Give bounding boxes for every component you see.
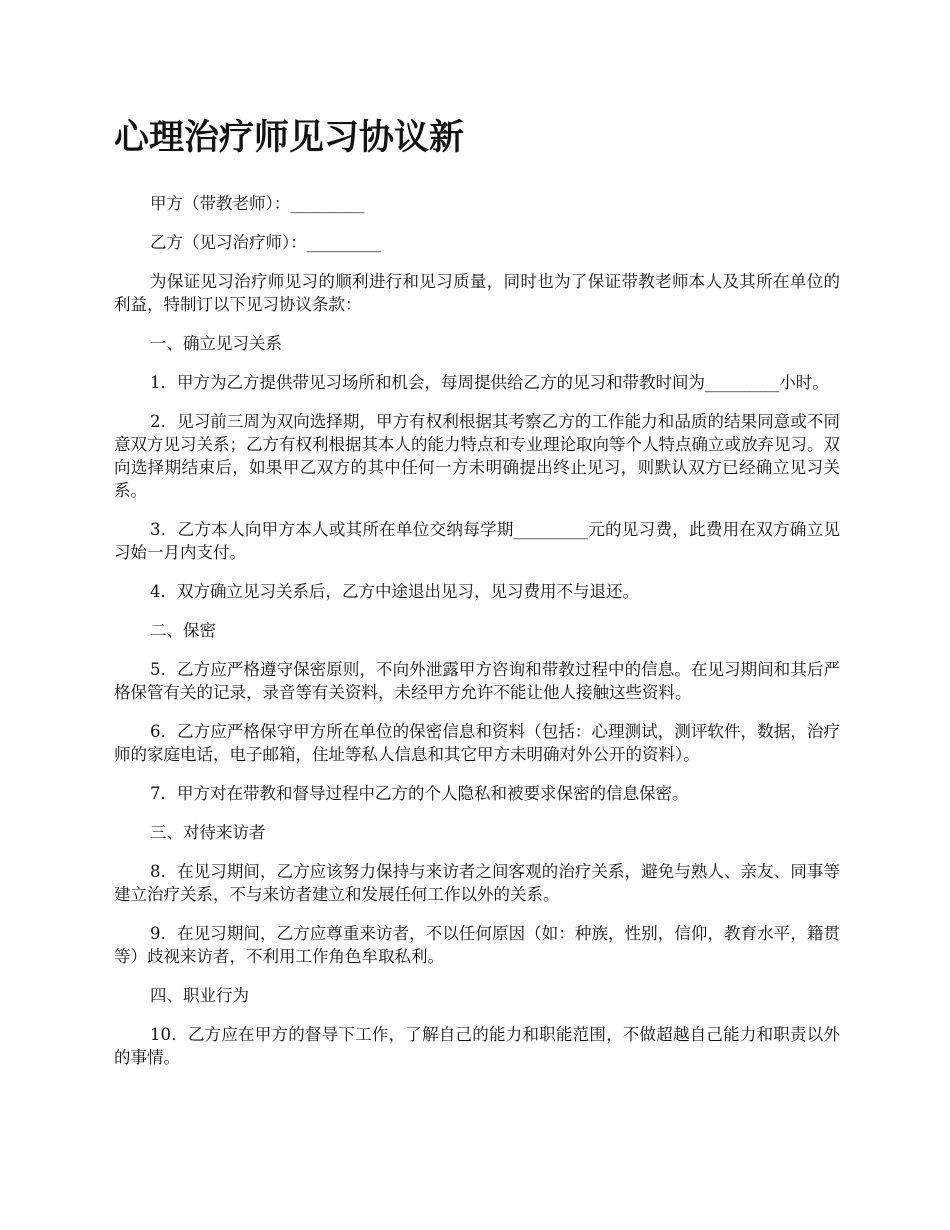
section-heading-3: 三、对待来访者: [150, 823, 266, 842]
clause-6: 6．乙方应严格保守甲方所在单位的保密信息和资料（包括：心理测试，测评软件，数据，治疗师的家庭电话，电子邮箱，住址等私人信息和其它甲方未明确对外公开的资料）。: [114, 722, 840, 764]
party-a-line: 甲方（带教老师）：_________: [150, 194, 365, 213]
clause-4: 4．双方确立见习关系后，乙方中途退出见习，见习费用不与退还。: [150, 582, 639, 601]
clause-9: 9．在见习期间，乙方应尊重来访者，不以任何原因（如：种族，性别，信仰，教育水平，籍贯等）歧视来访者，不利用工作角色牟取私利。: [114, 924, 840, 966]
section-heading-1: 一、确立见习关系: [150, 334, 282, 353]
party-b-line: 乙方（见习治疗师）：_________: [150, 233, 381, 252]
section-heading-4: 四、职业行为: [150, 986, 249, 1005]
clause-5: 5．乙方应严格遵守保密原则，不向外泄露甲方咨询和带教过程中的信息。在见习期间和其后严格保管有关的记录，录音等有关资料，未经甲方允许不能让他人接触这些资料。: [114, 660, 840, 702]
clause-7: 7．甲方对在带教和督导过程中乙方的个人隐私和被要求保密的信息保密。: [150, 784, 689, 803]
clause-10: 10．乙方应在甲方的督导下工作，了解自己的能力和职能范围，不做超越自己能力和职责以外的事情。: [114, 1025, 840, 1067]
clause-1: 1．甲方为乙方提供带见习场所和机会，每周提供给乙方的见习和带教时间为_________小时。: [150, 373, 829, 392]
clause-3: 3．乙方本人向甲方本人或其所在单位交纳每学期_________元的见习费，此费用在双方确立见习始一月内支付。: [114, 520, 840, 562]
section-heading-2: 二、保密: [150, 621, 216, 640]
document-title: 心理治疗师见习协议新: [114, 117, 465, 158]
document-page: [114, 108, 840, 1085]
clause-8: 8．在见习期间，乙方应该努力保持与来访者之间客观的治疗关系，避免与熟人、亲友、同事等建立治疗关系，不与来访者建立和发展任何工作以外的关系。: [114, 862, 840, 904]
intro-paragraph: 为保证见习治疗师见习的顺利进行和见习质量，同时也为了保证带教老师本人及其所在单位的利益，特制订以下见习协议条款：: [114, 272, 840, 314]
clause-2: 2．见习前三周为双向选择期，甲方有权利根据其考察乙方的工作能力和品质的结果同意或不同意双方见习关系；乙方有权利根据其本人的能力特点和专业理论取向等个人特点确立或放弃见习。双向选择期结束后，如果甲乙双方的其中任何一方未明确提出终止见习，则默认双方已经确立见习关系。: [114, 412, 840, 500]
